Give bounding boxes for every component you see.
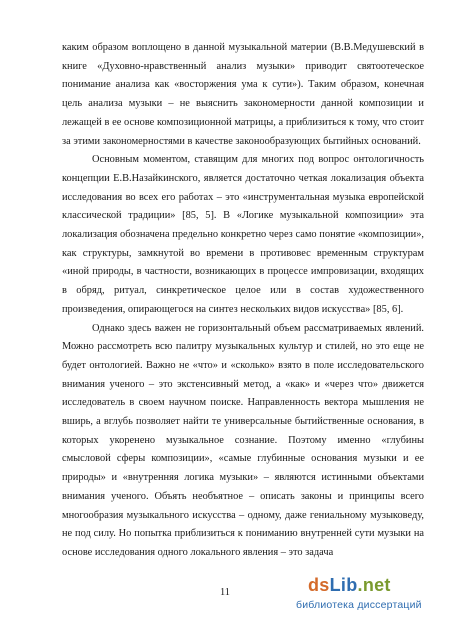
logo-net: .net [357,575,391,595]
body-text [62,39,424,563]
logo-ds: ds [308,575,330,595]
watermark [286,575,446,617]
paragraph-2: Основным моментом, ставящим для многих под вопрос онтологичность концепции Е.В.Назайкинского, является достаточно четкая локализация объекта исследования во всех его работах – это «инструментальная музыка европейской классической традиции» [85, 5]. В «Логике музыкальной композиции» эта локализация обозначена предельно конкретно через само понятие «композиции», как структуры, замкнутой во времени в противовес временным структурам «иной природы, в частности, возникающих в процессе импровизации, входящих в обряд, ритуал, синкретическое целое или в состав художественного произведения, опирающегося на синтез нескольких видов искусства» [85, 6]. [62,154,424,315]
watermark-logo [308,575,391,596]
watermark-subtitle: библиотека диссертаций [296,599,422,611]
page-number: 11 [219,587,230,598]
paragraph-1: каким образом воплощено в данной музыкальной материи (В.В.Медушевский в книге «Духовно-нравственный анализ музыки» приводит святоотеческое понимание анализа как «восторжения ума к сути»). Таким образом, конечная цель анализа музыки – не выяснить закономерности данной композиции и лежащей в ее основе композиционной матрицы, а приблизиться к тому, что стоит за этими закономерностями в качестве законообразующих бытийных оснований. [62,42,424,147]
logo-lib: Lib [329,575,358,595]
paragraph-3: Однако здесь важен не горизонтальный объем рассматриваемых явлений. Можно рассмотреть всю палитру музыкальных культур и стилей, но это еще не будет онтологией. Важно не «что» и «сколько» взято в поле исследовательского внимания ученого – это экстенсивный метод, а «как» и «через что» движется исследователь в своем научном поиске. Направленность вектора мышления не вширь, а вглубь позволяет найти те универсальные бытийственные основания, в которых укоренено музыкальное сознание. Поэтому именно «глубины смысловой сферы композиции», «самые глубинные основания музыки и ее природы» и «внутренняя логика музыки» – являются истинными объектами внимания ученого. Объять необъятное – описать законы и принципы всего многообразия музыкального искусства – одному, даже гениальному музыковеду, не под силу. Но попытка приблизиться к пониманию внутренней сути музыки на основе исследования одного локального явления – это задача [62,322,424,558]
